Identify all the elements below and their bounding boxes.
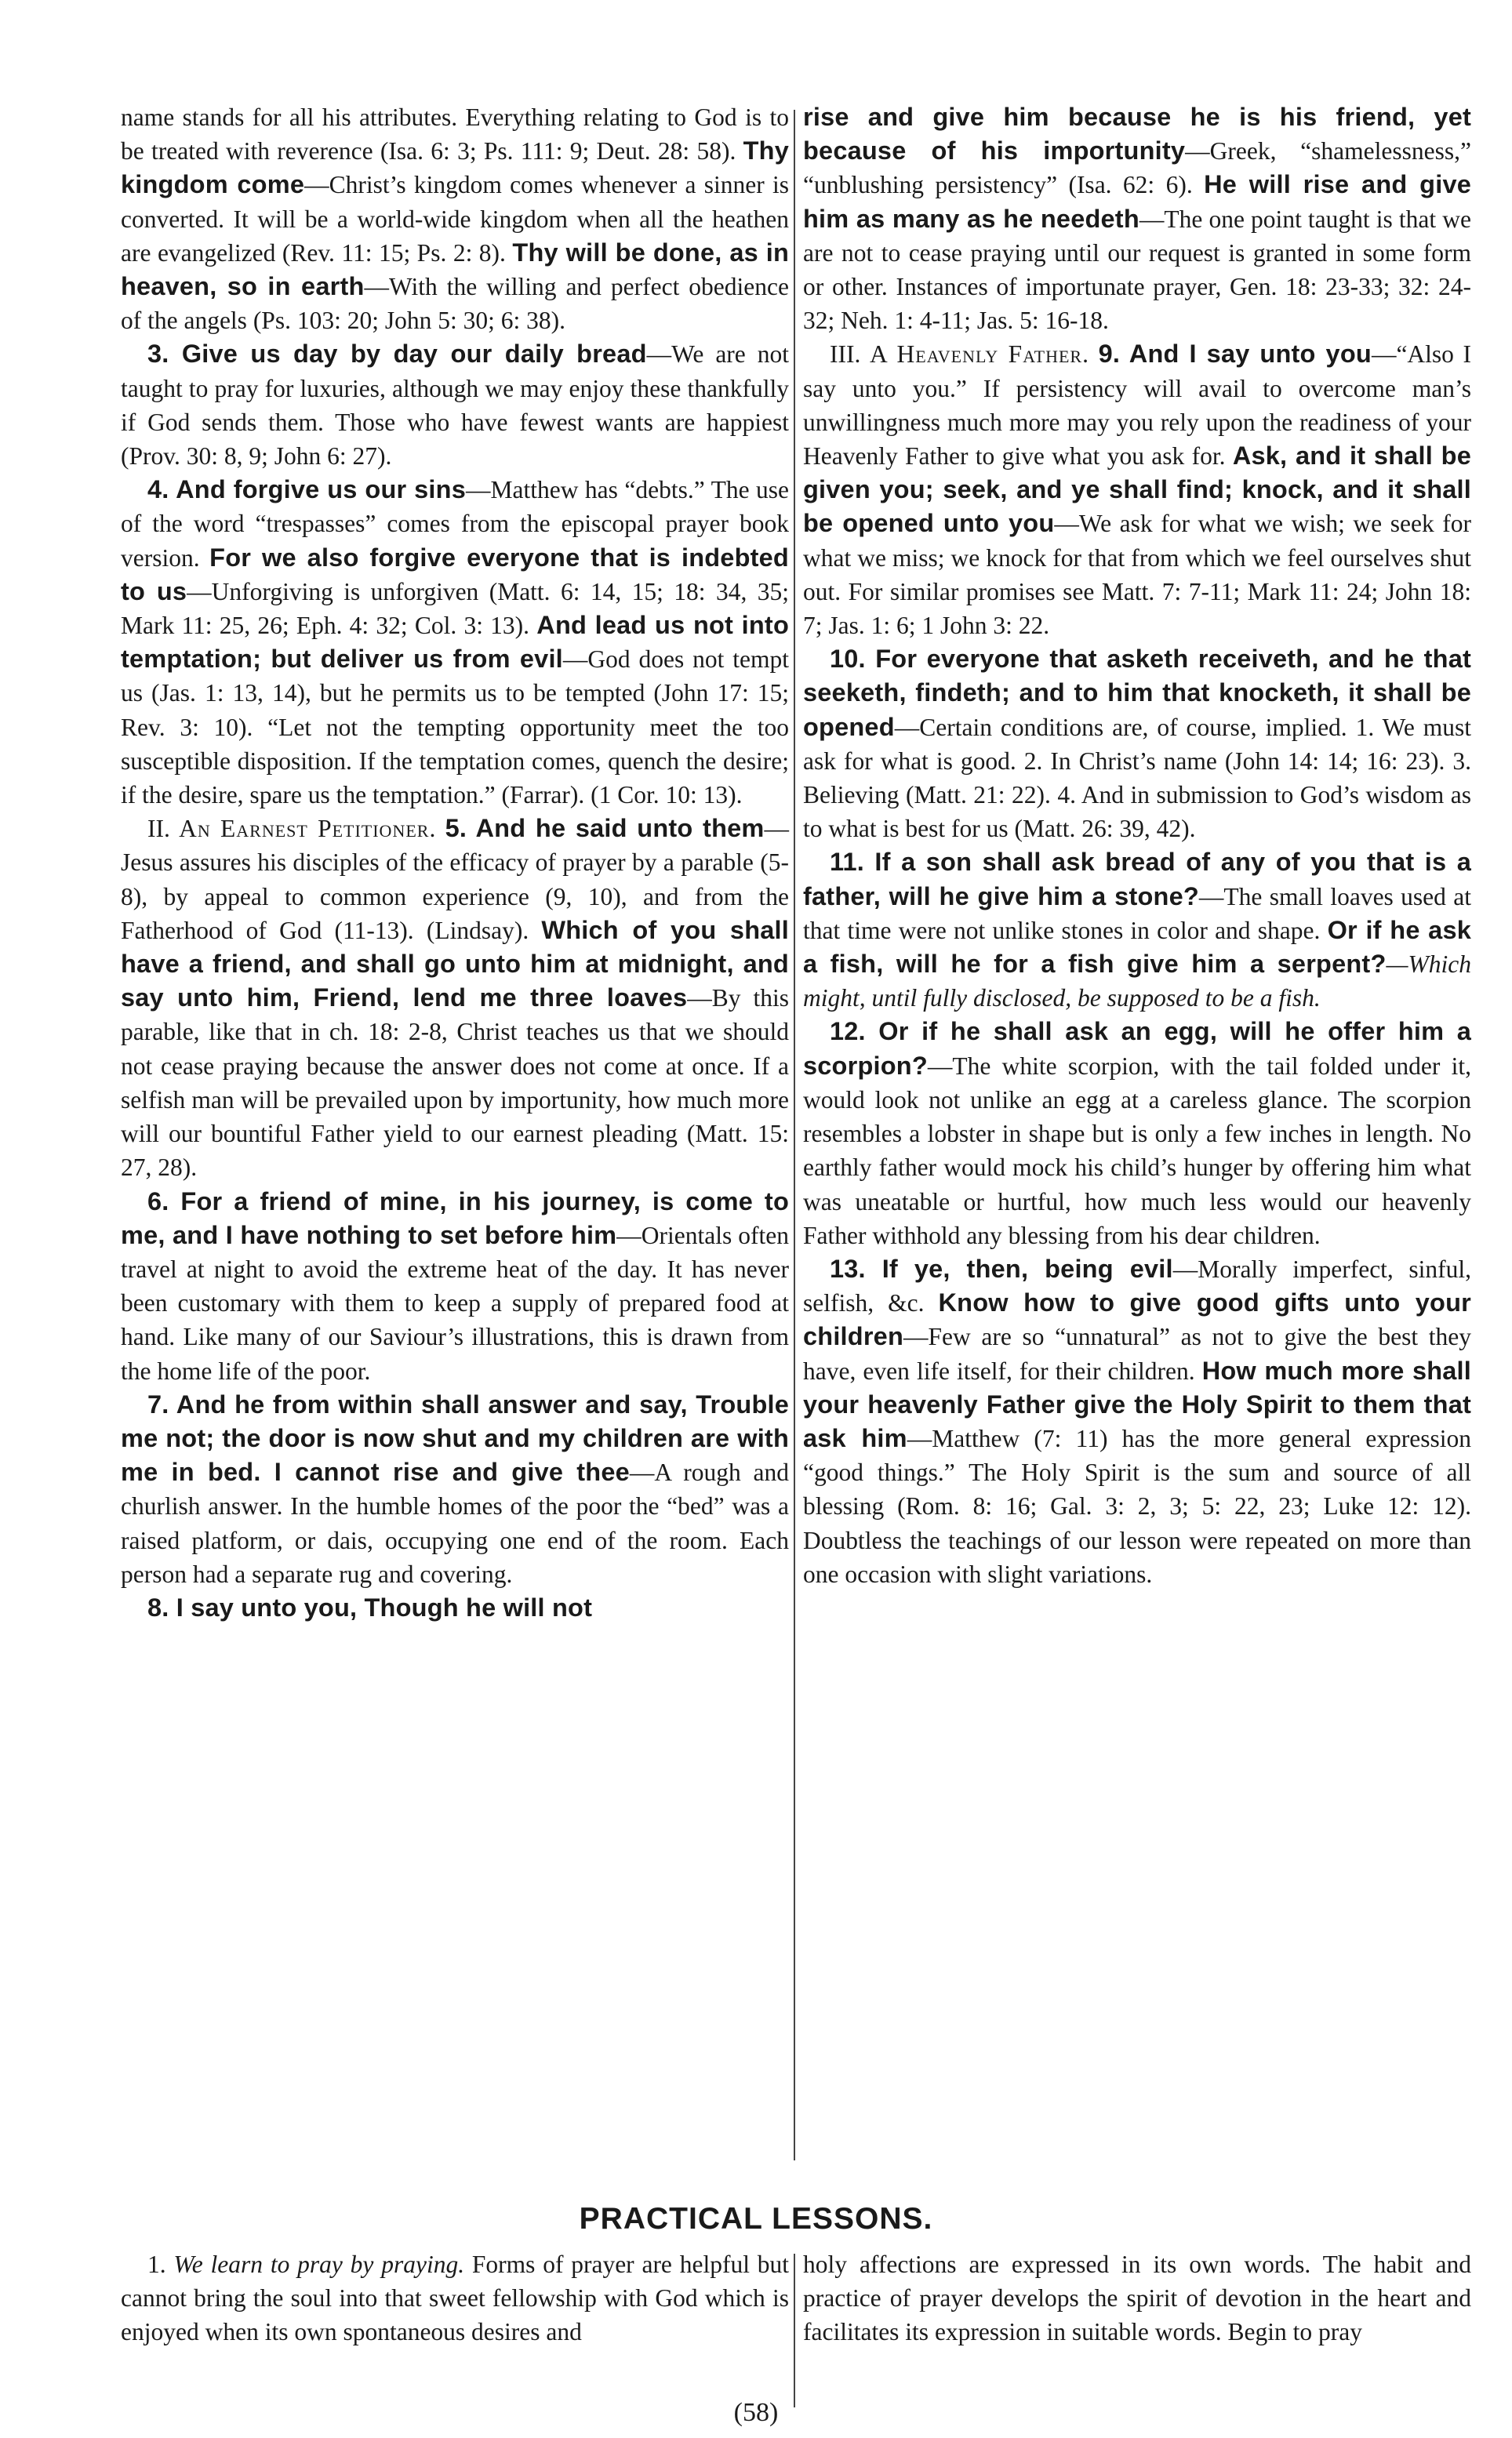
- bold-scripture-text: Thy kingdom come: [121, 136, 789, 199]
- paragraph: [803, 642, 1471, 845]
- body-text: Forms of prayer are helpful but cannot bring the soul into that sweet fellowship with God which is enjoyed when its own spontaneous desires and: [121, 2251, 789, 2346]
- body-text: —The one point taught is that we are not to cease praying until our request is granted in some form or other. Instances of importunate prayer, Gen. 18: 23-33; 32: 24-32; Neh. 1: 4-11; Jas. 5: 16-18.: [803, 205, 1471, 335]
- page-number: (58): [733, 2398, 779, 2427]
- bold-scripture-text: Which of you shall have a friend, and shall go unto him at midnight, and say unto him, Friend, lend me three loaves: [121, 915, 789, 1012]
- body-text: [436, 815, 445, 842]
- body-text: —The small loaves used at that time were not unlike stones in color and shape.: [803, 882, 1471, 944]
- body-text: —Christ’s kingdom comes whenever a sinner is converted. It will be a world-wide kingdom when all the heathen are evangelized (Rev. 11: 15; Ps. 2: 8).: [121, 171, 790, 267]
- italic-text: We learn to pray by praying.: [173, 2251, 465, 2278]
- body-text: —Greek, “shamelessness,” “unblushing persistency” (Isa. 62: 6).: [803, 137, 1471, 199]
- body-text: 1.: [147, 2251, 174, 2278]
- body-text: —Morally imperfect, sinful, selfish, &c.: [803, 1255, 1471, 1317]
- body-text: —Few are so “unnatural” as not to give the best they have, even life itself, for their children.: [803, 1323, 1471, 1385]
- body-text: holy affections are expressed in its own words. The habit and practice of prayer develops the spirit of devotion in the heart and facilitates its expression in suitable words. Begin to pray: [803, 2251, 1471, 2346]
- practical-lessons-right-column: [803, 2247, 1471, 2349]
- body-text: —“Also I say unto you.” If persistency will avail to overcome man’s unwillingness much more may you rely upon the readiness of your Heavenly Father to give what you ask for.: [803, 340, 1471, 471]
- column-divider: [794, 110, 795, 2160]
- body-text: —By this parable, like that in ch. 18: 2-8, Christ teaches us that we should not cease praying because the answer does not come at once. If a selfish man will be prevailed upon by importunity, how much more will our bountiful Father yield to our earnest pleading (Matt. 15: 27, 28).: [121, 984, 789, 1182]
- paragraph: [803, 100, 1471, 337]
- bold-scripture-text: Or if he ask a fish, will he for a fish give him a serpent?: [803, 915, 1471, 979]
- bold-scripture-text: 12. Or if he shall ask an egg, will he offer him a scorpion?: [803, 1017, 1471, 1080]
- bold-scripture-text: 3. Give us day by day our daily bread: [147, 340, 647, 369]
- bold-scripture-text: And lead us not into temptation; but deliver us from evil: [121, 611, 790, 674]
- body-text: —A rough and churlish answer. In the humble homes of the poor the “bed” was a raised platform, or dais, occupying one end of the room. Each person had a separate rug and covering.: [121, 1459, 789, 1588]
- paragraph: [121, 1388, 789, 1591]
- left-column: [121, 100, 789, 1625]
- section-label: An Earnest Petitioner.: [179, 815, 437, 843]
- bold-scripture-text: 9. And I say unto you: [1098, 340, 1372, 369]
- body-text: —We are not taught to pray for luxuries, although we may enjoy these thankfully if God sends them. Those who have fewest wants are happiest (Prov. 30: 8, 9; John 6: 27).: [121, 340, 789, 471]
- section-heading: PRACTICAL LESSONS.: [579, 2202, 933, 2236]
- paragraph: [121, 1185, 789, 1388]
- paragraph: [121, 812, 789, 1184]
- bold-scripture-text: 13. If ye, then, being evil: [830, 1254, 1173, 1283]
- body-text: —God does not tempt us (Jas. 1: 13, 14), but he permits us to be tempted (John 17: 15; Rev. 3: 10). “Let not the tempting opportunity meet the too susceptible disposition. If the temptation comes, quench the desire; if the desire, spare us the temptation.” (Farrar). (1 Cor. 10: 13).: [121, 645, 789, 809]
- body-text: —Matthew (7: 11) has the more general expression “good things.” The Holy Spirit is the sum and source of all blessing (Rom. 8: 16; Gal. 3: 2, 3; 5: 22, 23; Luke 12: 12). Doubtless the teachings of our lesson were repeated on more than one occasion with slight variations.: [803, 1424, 1472, 1588]
- paragraph: [121, 473, 789, 812]
- body-text: —Matthew has “debts.” The use of the word “trespasses” comes from the episcopal prayer book version.: [121, 476, 790, 572]
- body-text: name stands for all his attributes. Everything relating to God is to be treated with reverence (Isa. 6: 3; Ps. 111: 9; Deut. 28: 58).: [121, 104, 789, 165]
- bold-scripture-text: 6. For a friend of mine, in his journey, is come to me, and I have nothing to set before him: [121, 1186, 789, 1249]
- body-text: III.: [830, 340, 870, 369]
- body-text: —We ask for what we wish; we seek for what we miss; we knock for that from which we feel ourselves shut out. For similar promises see Matt. 7: 7-11; Mark 11: 24; John 18: 7; Jas. 1: 6; 1 John 3: 22.: [803, 510, 1471, 640]
- bold-scripture-text: rise and give him because he is his friend, yet because of his importunity: [803, 103, 1471, 165]
- bold-scripture-text: How much more shall your heavenly Father give the Holy Spirit to them that ask him: [803, 1356, 1472, 1452]
- lessons-column-divider: [794, 2254, 795, 2407]
- paragraph: [803, 337, 1471, 642]
- body-text: —Unforgiving is unforgiven (Matt. 6: 14, 15; 18: 34, 35; Mark 11: 25, 26; Eph. 4: 32; Col. 3: 13).: [121, 577, 789, 640]
- bold-scripture-text: 11. If a son shall ask bread of any of you that is a father, will he give him a stone?: [803, 848, 1471, 910]
- paragraph: [121, 337, 789, 473]
- paragraph: [803, 845, 1471, 1015]
- body-text: —The white scorpion, with the tail folded under it, would look not unlike an egg at a careless glance. The scorpion resembles a lobster in shape but is only a few inches in length. No earthly father would mock his child’s hunger by offering him what was uneatable or hurtful, how much less would our heavenly Father withhold any blessing from his dear children.: [803, 1052, 1471, 1249]
- bold-scripture-text: He will rise and give him as many as he needeth: [803, 170, 1471, 233]
- right-column: [803, 100, 1471, 1591]
- paragraph: [121, 2247, 789, 2349]
- body-text: II.: [147, 815, 180, 843]
- bold-scripture-text: Ask, and it shall be given you; seek, and ye shall find; knock, and it shall be opened unto you: [803, 441, 1471, 538]
- body-text: —Jesus assures his disciples of the efficacy of prayer by a parable (5-8), by appeal to common experience (9, 10), and from the Fatherhood of God (11-13). (Lindsay).: [121, 815, 790, 944]
- bold-scripture-text: 5. And he said unto them: [445, 814, 765, 843]
- bold-scripture-text: 8. I say unto you, Though he will not: [147, 1593, 593, 1622]
- paragraph: [121, 1591, 789, 1625]
- bold-scripture-text: Know how to give good gifts unto your children: [803, 1288, 1471, 1351]
- bold-scripture-text: Thy will be done, as in heaven, so in earth: [121, 238, 789, 301]
- section-label: A Heavenly Father.: [869, 340, 1089, 369]
- paragraph: [803, 2247, 1471, 2349]
- body-text: [1089, 340, 1099, 368]
- bold-scripture-text: 7. And he from within shall answer and say, Trouble me not; the door is now shut and my children are with me in bed. I cannot rise and give thee: [121, 1390, 789, 1487]
- italic-text: —Which might, until fully disclosed, be supposed to be a fish.: [803, 950, 1471, 1012]
- paragraph: [803, 1015, 1471, 1252]
- body-text: —With the willing and perfect obedience of the angels (Ps. 103: 20; John 5: 30; 6: 38).: [121, 273, 789, 335]
- body-text: —Orientals often travel at night to avoid the extreme heat of the day. It has never been customary with them to keep a supply of prepared food at hand. Like many of our Saviour’s illustrations, this is drawn from the home life of the poor.: [121, 1221, 790, 1385]
- bold-scripture-text: 4. And forgive us our sins: [147, 475, 466, 504]
- body-text: —Certain conditions are, of course, implied. 1. We must ask for what is good. 2. In Christ’s name (John 14: 14; 16: 23). 3. Believing (Matt. 21: 22). 4. And in submission to God’s wisdom as to what is best for us (Matt. 26: 39, 42).: [803, 713, 1471, 843]
- bold-scripture-text: 10. For everyone that asketh receiveth, and he that seeketh, findeth; and to him that knocketh, it shall be opened: [803, 645, 1471, 741]
- bold-scripture-text: For we also forgive everyone that is indebted to us: [121, 543, 789, 605]
- paragraph: [803, 1252, 1471, 1591]
- paragraph: [121, 100, 789, 337]
- practical-lessons-left-column: [121, 2247, 789, 2349]
